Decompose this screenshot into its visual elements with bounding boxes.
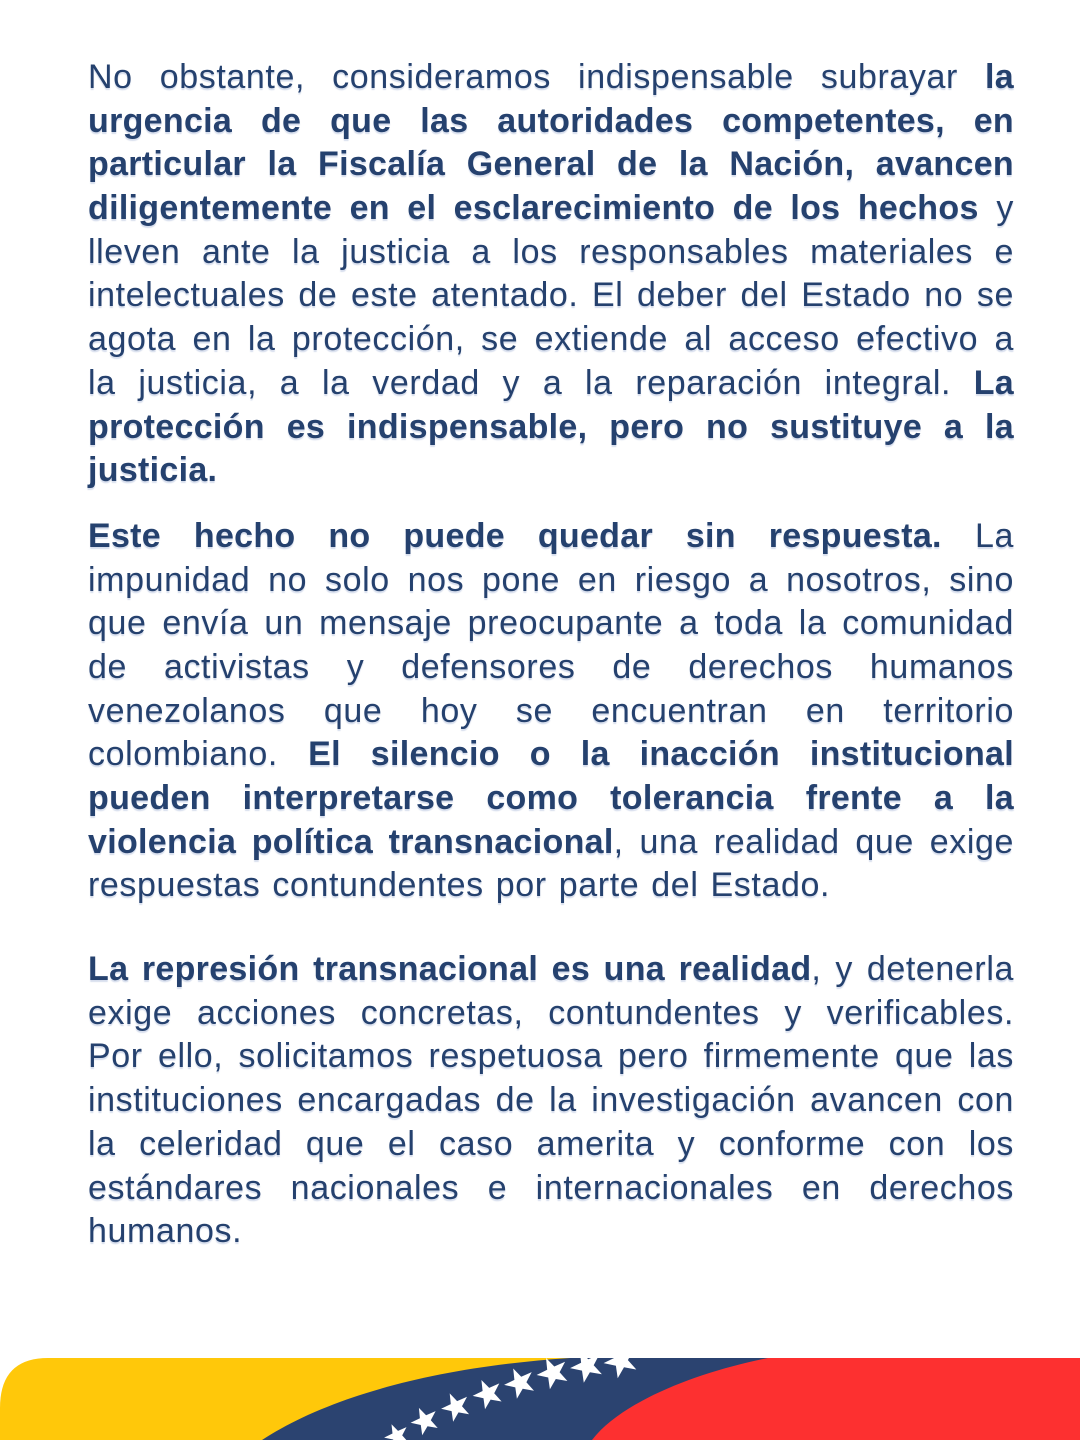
bold-text-segment: La protección es indispensable, pero no sustituye a la justicia. (88, 363, 1014, 490)
bold-text-segment: la urgencia de que las autoridades competentes, en particular la Fiscalía General de la Nación, avancen diligentemente en el esclarecimiento de los hechos (88, 58, 1014, 228)
bold-text-segment: Este hecho no puede quedar sin respuesta. (88, 516, 942, 555)
paragraph-3 (88, 948, 1014, 1254)
paragraph-1 (88, 56, 1014, 493)
paragraph-2 (88, 515, 1014, 908)
text-segment: , y detenerla exige acciones concretas, contundentes y verificables. Por ello, solicitamos respetuosa pero firmemente que las instituciones encargadas de la investigación avancen con la celeridad que el caso amerita y conforme con los estándares nacionales e internacionales en derechos humanos. (88, 950, 1014, 1251)
text-segment: La impunidad no solo nos pone en riesgo a nosotros, sino que envía un mensaje preocupante a toda la comunidad de activistas y defensores de derechos humanos venezolanos que hoy se encuentran en territorio colombiano. (88, 516, 1014, 774)
text-segment: y lleven ante la justicia a los responsables materiales e intelectuales de este atentado. El deber del Estado no se agota en la protección, se extiende al acceso efectivo a la justicia, a la verdad y a la reparación integral. (88, 189, 1014, 402)
text-segment: , una realidad que exige respuestas contundentes por parte del Estado. (88, 822, 1014, 905)
venezuela-flag-graphic (0, 1356, 1080, 1440)
statement-text (88, 56, 1014, 1276)
bold-text-segment: La represión transnacional es una realidad (88, 950, 812, 989)
text-segment: No obstante, consideramos indispensable subrayar (88, 58, 986, 96)
bold-text-segment: El silencio o la inacción institucional pueden interpretarse como tolerancia frente a la violencia política transnacional (88, 735, 1014, 861)
